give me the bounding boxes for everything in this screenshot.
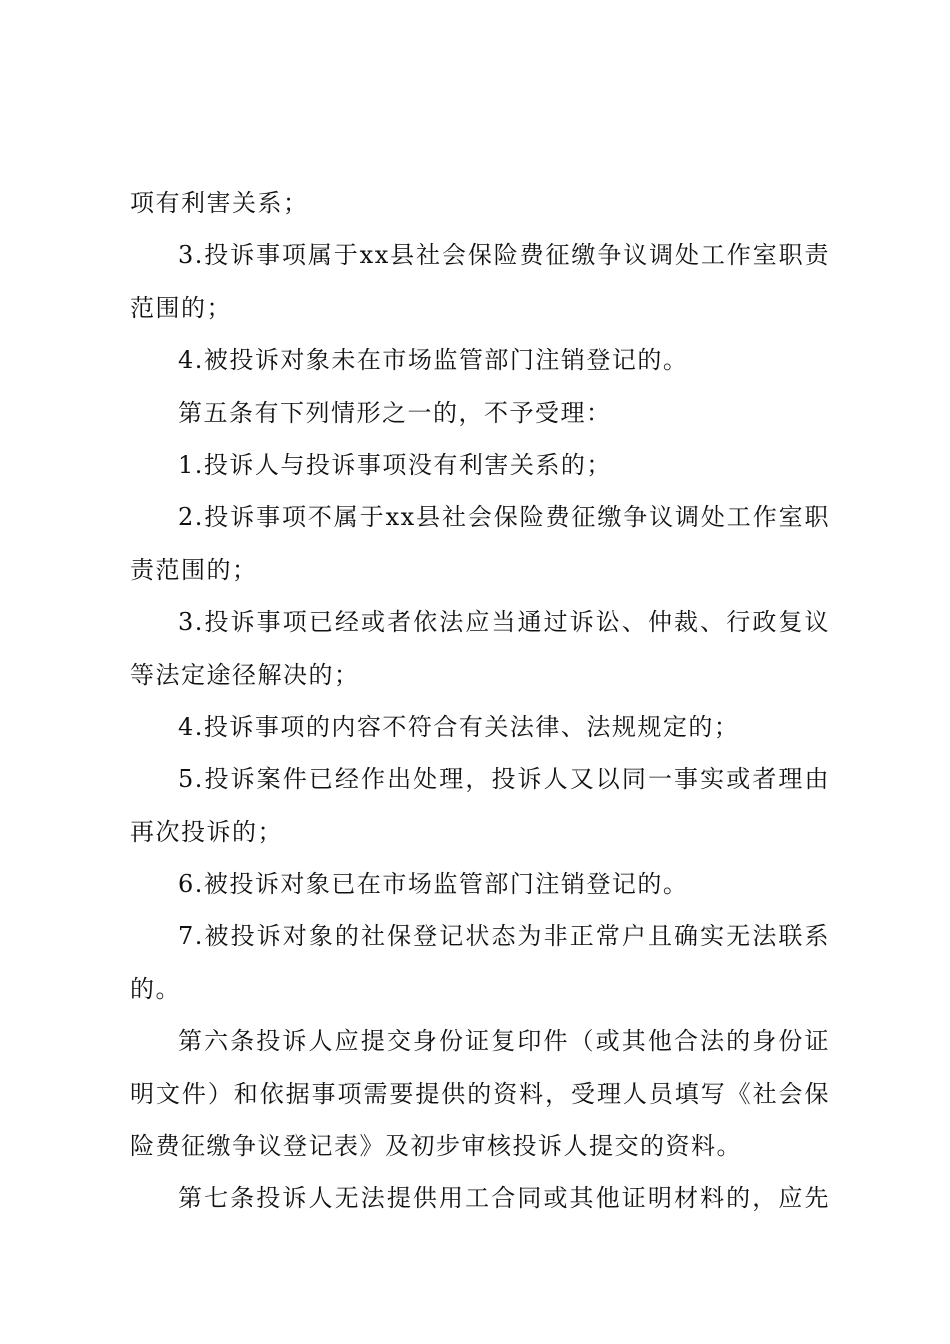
paragraph-line: 项有利害关系； bbox=[130, 189, 309, 217]
paragraph-line: 2.投诉事项不属于xx县社会保险费征缴争议调处工作室职 bbox=[178, 503, 830, 532]
paragraph-line: 第七条投诉人无法提供用工合同或其他证明材料的，应先 bbox=[178, 1184, 830, 1213]
paragraph-line: 1.投诉人与投诉事项没有利害关系的； bbox=[178, 450, 612, 479]
paragraph-line: 再次投诉的； bbox=[130, 817, 283, 846]
paragraph-line: 4.被投诉对象未在市场监管部门注销登记的。 bbox=[178, 346, 689, 375]
paragraph-line: 的。 bbox=[130, 974, 181, 1003]
paragraph-line: 4.投诉事项的内容不符合有关法律、法规规定的； bbox=[178, 712, 740, 741]
paragraph-line: 险费征缴争议登记表》及初步审核投诉人提交的资料。 bbox=[130, 1132, 742, 1161]
paragraph-line: 责范围的； bbox=[130, 555, 258, 584]
paragraph-line: 7.被投诉对象的社保登记状态为非正常户且确实无法联系 bbox=[178, 922, 830, 951]
document-body bbox=[130, 186, 830, 1234]
paragraph-line: 等法定途径解决的； bbox=[130, 660, 360, 689]
paragraph-line: 6.被投诉对象已在市场监管部门注销登记的。 bbox=[178, 870, 689, 899]
paragraph-line: 第六条投诉人应提交身份证复印件（或其他合法的身份证 bbox=[178, 1027, 830, 1056]
paragraph-line: 第五条有下列情形之一的，不予受理： bbox=[178, 398, 612, 427]
paragraph-line: 3.投诉事项属于xx县社会保险费征缴争议调处工作室职责 bbox=[178, 241, 830, 270]
paragraph-line: 范围的； bbox=[130, 293, 232, 322]
paragraph-line: 5.投诉案件已经作出处理，投诉人又以同一事实或者理由 bbox=[178, 765, 830, 794]
paragraph-line: 明文件）和依据事项需要提供的资料，受理人员填写《社会保 bbox=[130, 1079, 830, 1108]
paragraph-line: 3.投诉事项已经或者依法应当通过诉讼、仲裁、行政复议 bbox=[178, 608, 830, 637]
